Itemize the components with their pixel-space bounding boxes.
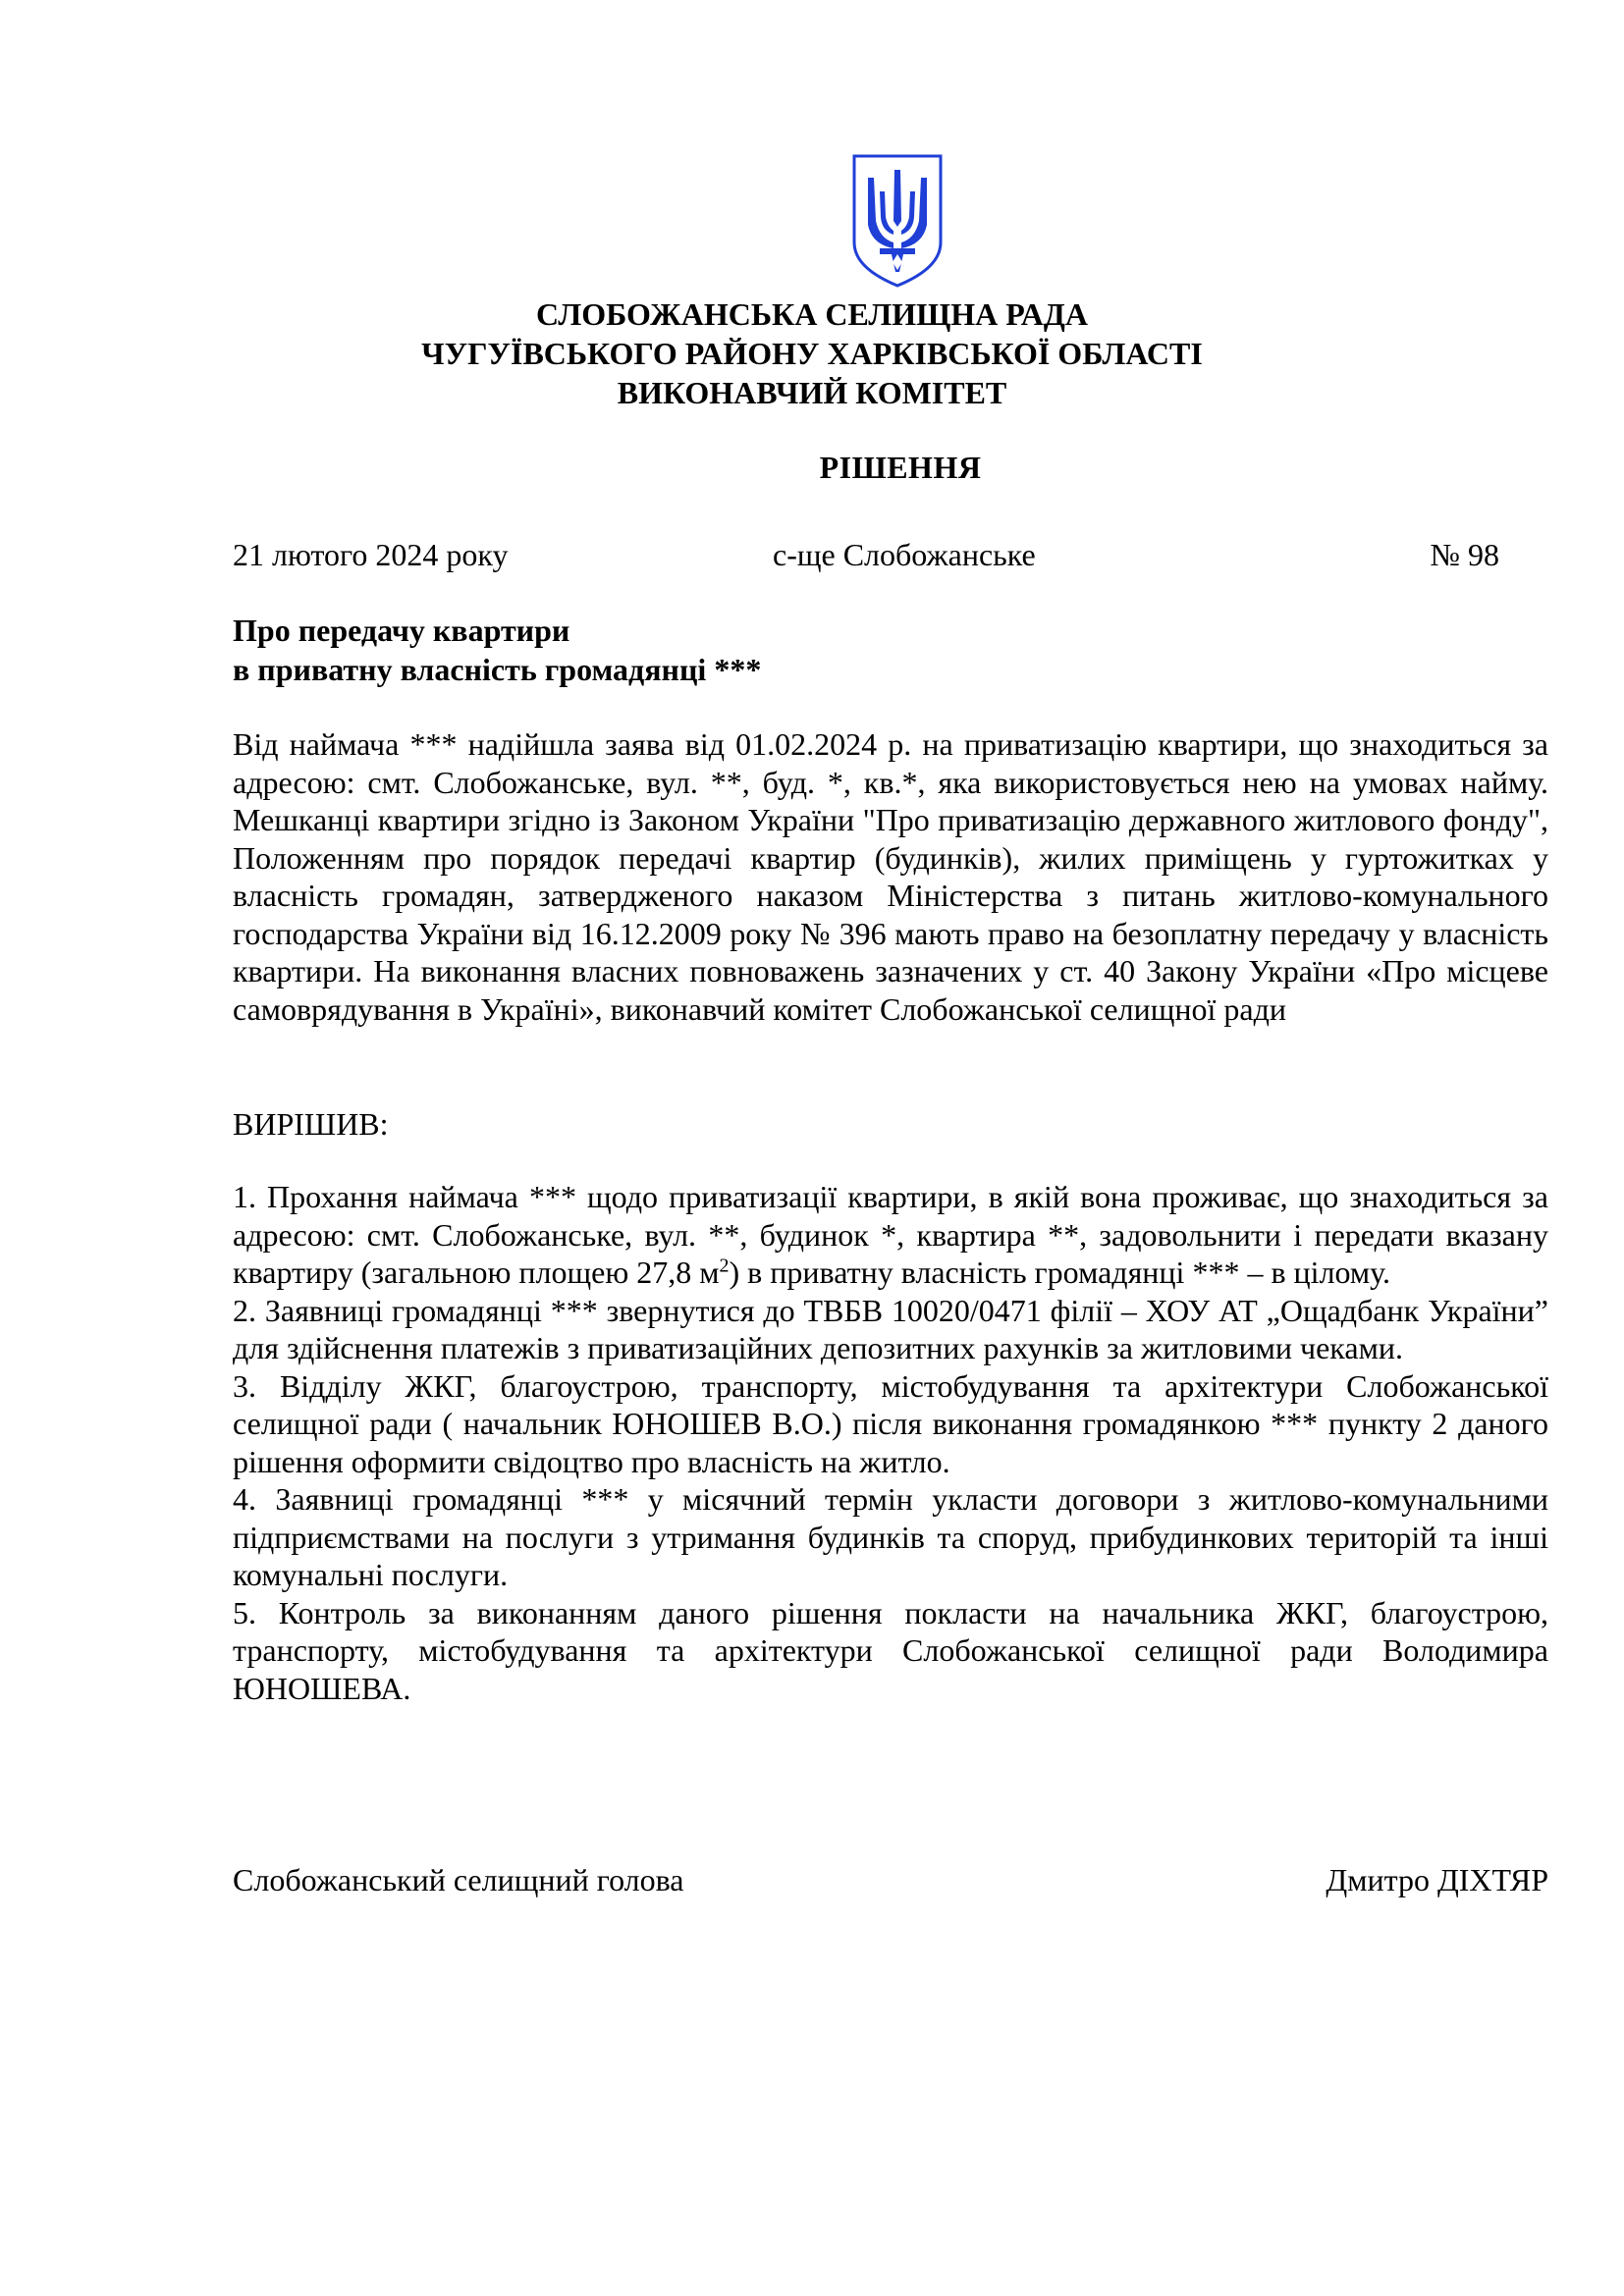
document-header xyxy=(0,294,1624,412)
signatory-name: Дмитро ДІХТЯР xyxy=(1326,1862,1548,1897)
signature-block xyxy=(233,1860,1548,1899)
decisions-list xyxy=(233,1178,1548,1707)
council-name: СЛОБОЖАНСЬКА СЕЛИЩНА РАДА xyxy=(536,296,1088,332)
decision-item-2: 2. Заявниці громадянці *** звернутися до ТВБВ 10020/0471 філії – ХОУ АТ „Ощадбанк України” для здійснення платежів з приватизаційних депозитних рахунків за житловими чеками. xyxy=(233,1292,1548,1365)
decision-item-1: 1. Прохання наймача *** щодо приватизації квартири, в якій вона проживає, що знаходиться за адресою: смт. Слобожанське, вул. **, будинок *, квартира **, задовольнити і передати вказану квартиру (загальною площею 27,8 $м^2$) в приватну власність громадянці *** – в цілому. xyxy=(233,1179,1548,1290)
subject-line-2: в приватну власність громадянці *** xyxy=(233,652,762,687)
executive-committee-name: ВИКОНАВЧИЙ КОМІТЕТ xyxy=(617,375,1007,410)
document-meta xyxy=(233,535,1499,574)
document-title: РІШЕННЯ xyxy=(819,450,982,485)
superscript-2: 2 xyxy=(719,1255,730,1277)
intro-paragraph: Від наймача *** надійшла заява від 01.02.2024 р. на приватизацію квартири, що знаходиться за адресою: смт. Слобожанське, вул. **, буд. *, кв.*, яка використовується нею на умовах найму. Мешканці квартири згідно із Законом України "Про приватизацію державного житлового фонду", Положенням про порядок передачі квартир (будинків), жилих приміщень у гуртожитках у власність громадян, затвердженого наказом Міністерства з питань житлово-комунального господарства України від 16.12.2009 року № 396 мають право на безоплатну передачу у власність квартири. На виконання власних повноважень зазначених у ст. 40 Закону України «Про місцеве самоврядування в Україні», виконавчий комітет Слобожанської селищної ради xyxy=(233,726,1548,1027)
decision-date: 21 лютого 2024 року xyxy=(233,537,509,572)
district-region-name: ЧУГУЇВСЬКОГО РАЙОНУ ХАРКІВСЬКОЇ ОБЛАСТІ xyxy=(421,336,1203,371)
decision-subject xyxy=(233,611,761,689)
subject-line-1: Про передачу квартири xyxy=(233,613,570,648)
decision-place: с-ще Слобожанське xyxy=(773,537,1036,572)
signatory-role: Слобожанський селищний голова xyxy=(233,1862,684,1897)
decision-item-5: 5. Контроль за виконанням даного рішення покласти на начальника ЖКГ, благоустрою, транспорту, містобудування та архітектури Слобожанської селищної ради Володимира ЮНОШЕВА. xyxy=(233,1594,1548,1706)
decision-item-4: 4. Заявниці громадянці *** у місячний термін укласти договори з житлово-комунальними підприємствами на послуги з утримання будинків та споруд, прибудинкових територій та інші комунальні послуги. xyxy=(233,1481,1548,1592)
decision-item-3: 3. Відділу ЖКГ, благоустрою, транспорту, містобудування та архітектури Слобожанської селищної ради ( начальник ЮНОШЕВ В.О.) після виконання громадянкою *** пункту 2 даного рішення оформити свідоцтво про власність на житло. xyxy=(233,1367,1548,1479)
decision-number: № 98 xyxy=(1430,537,1499,572)
resolved-label: ВИРІШИВ: xyxy=(233,1106,389,1142)
ukraine-trident-coat-of-arms-icon xyxy=(850,152,945,290)
